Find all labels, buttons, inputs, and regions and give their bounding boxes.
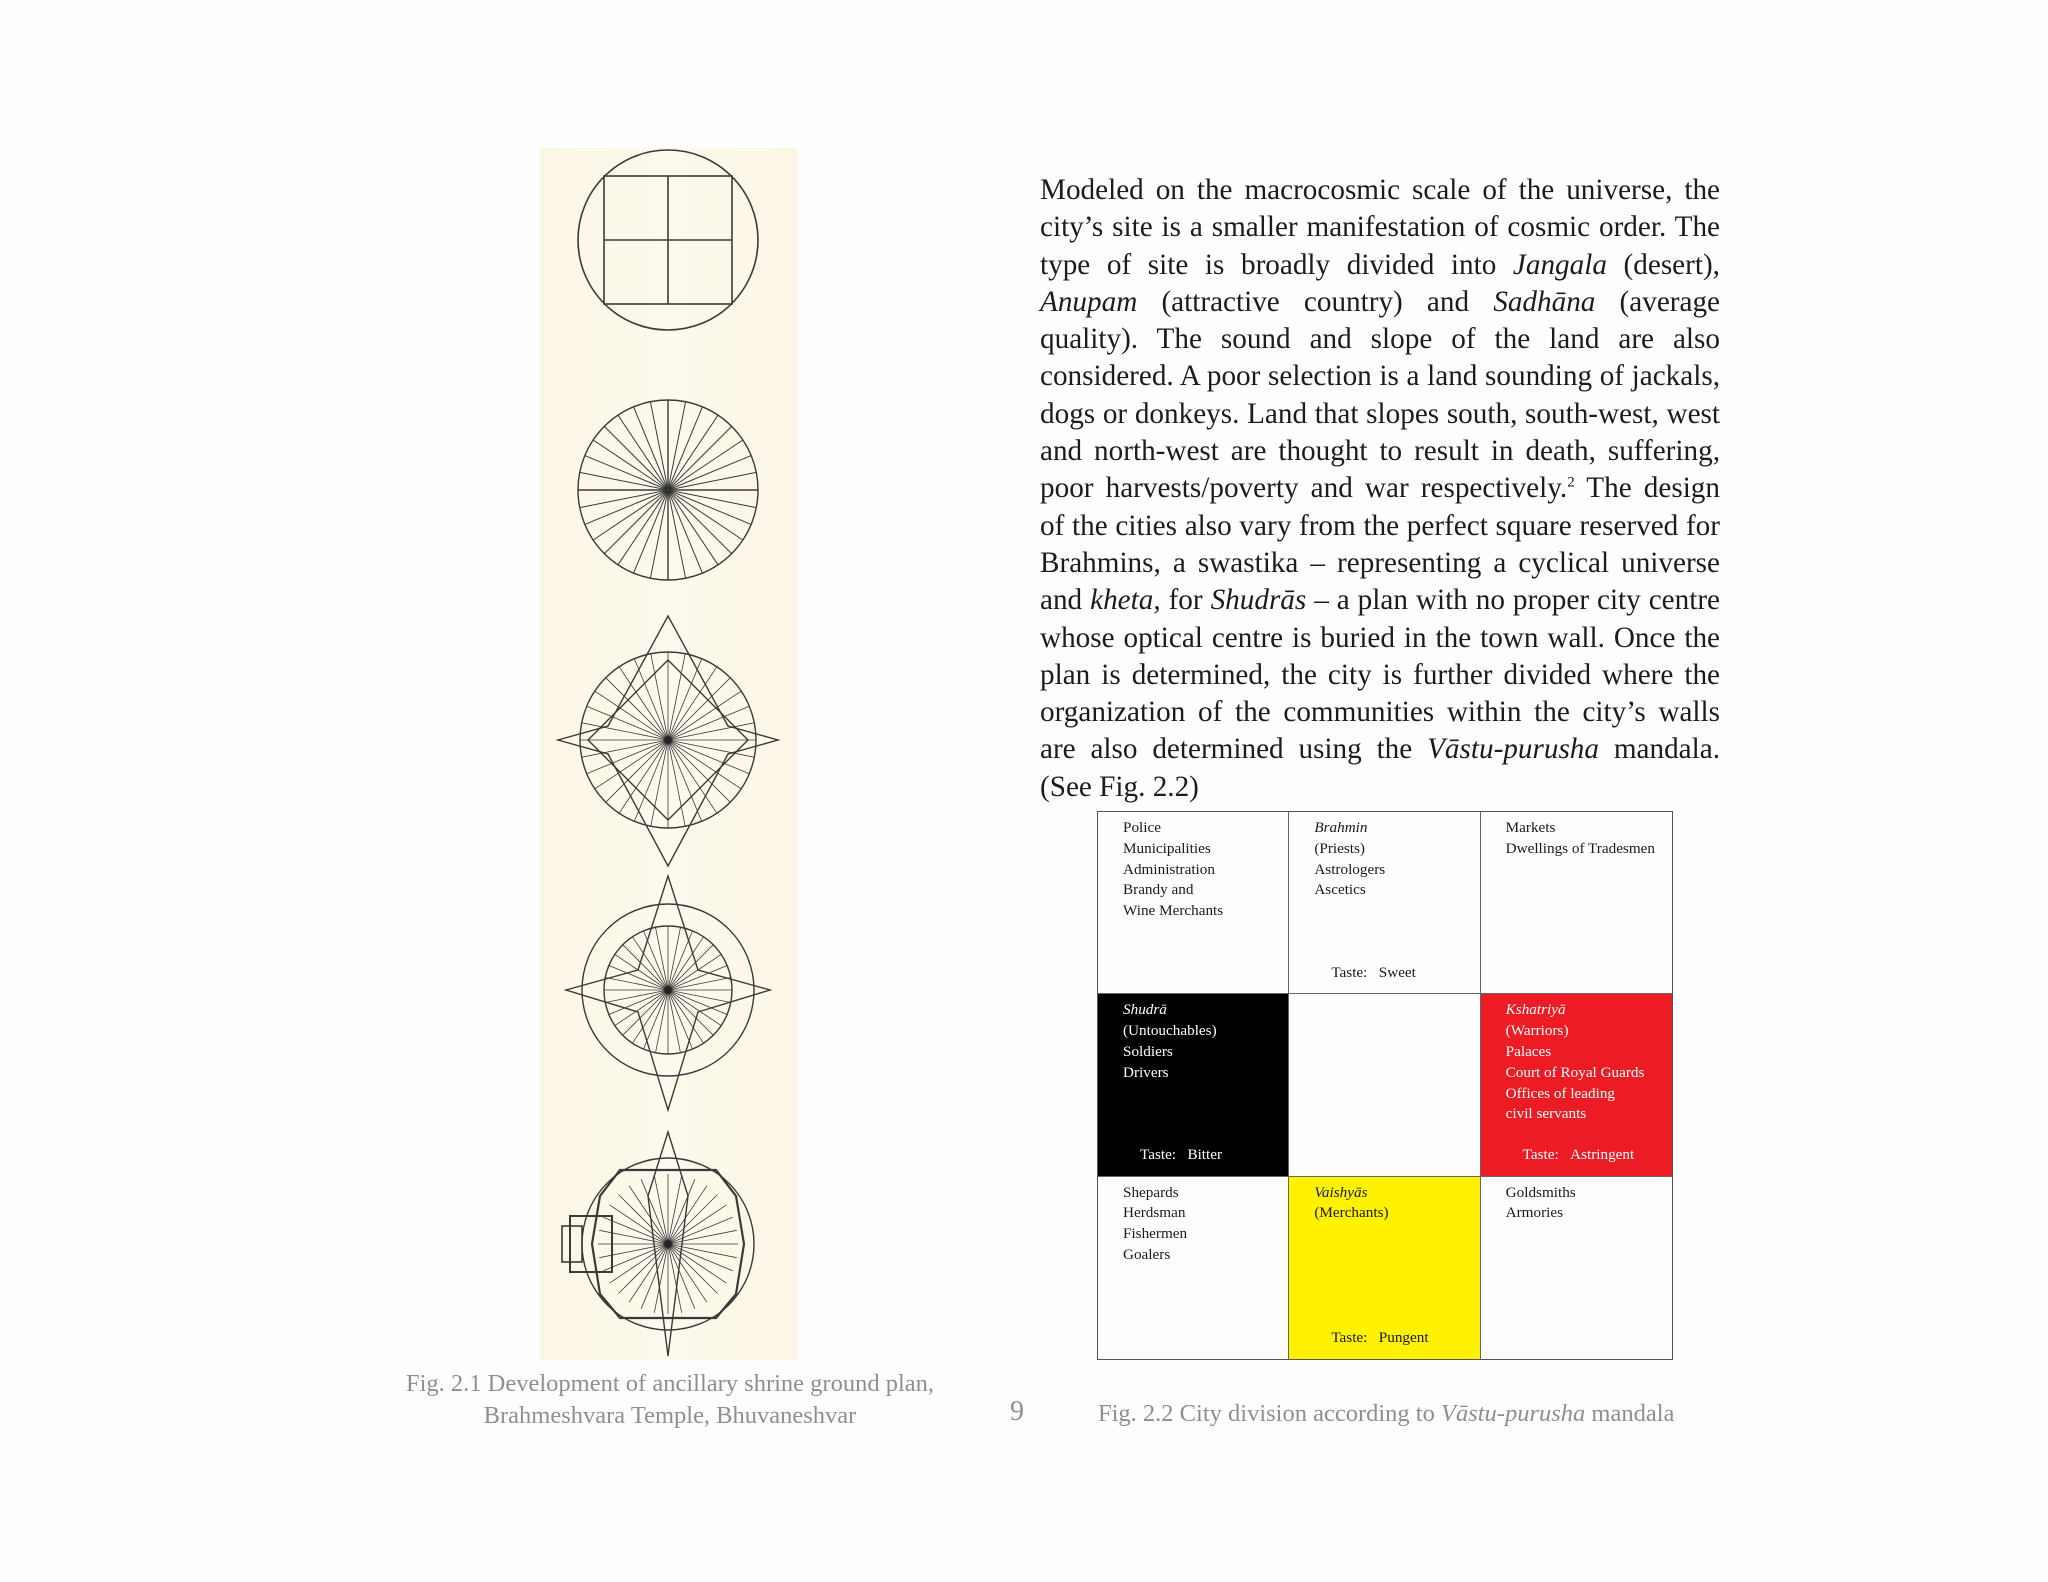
- cell-line: Drivers: [1123, 1063, 1169, 1081]
- taste-value: Astringent: [1570, 1145, 1635, 1163]
- mandala-cell-southwest: [1098, 1177, 1289, 1359]
- cell-line: Wine Merchants: [1123, 902, 1224, 920]
- fig-2-1-caption: [400, 1368, 940, 1432]
- spoke-line: [623, 990, 668, 1035]
- taste-value: Pungent: [1378, 1329, 1429, 1347]
- cell-taste: [1331, 963, 1416, 984]
- spoke-line: [668, 1244, 718, 1294]
- mandala-cell-south-vaishya: [1289, 1177, 1480, 1359]
- vastu-purusha-mandala-grid: [1097, 811, 1673, 1360]
- plan-star-diamond: [540, 608, 798, 878]
- fig-2-1-caption-line2: Brahmeshvara Temple, Bhuvaneshvar: [483, 1402, 857, 1429]
- text-run: for: [1160, 584, 1211, 617]
- cell-line: (Merchants): [1314, 1204, 1389, 1222]
- footnote-ref[interactable]: 2: [1567, 474, 1575, 491]
- fig-2-2-caption: [1098, 1400, 1674, 1428]
- term-shudras: Shudrās: [1210, 584, 1307, 617]
- cell-line: Police: [1123, 819, 1161, 836]
- term-anupam: Anupam: [1040, 285, 1138, 318]
- term-jangala: Jangala: [1512, 248, 1607, 281]
- mandala-cell-east-kshatriya: [1481, 994, 1672, 1176]
- cell-line: Municipalities: [1123, 839, 1211, 857]
- text-run: (attractive country) and: [1137, 285, 1494, 318]
- text-run: (desert),: [1606, 248, 1720, 281]
- caption-text: mandala: [1585, 1400, 1675, 1427]
- cell-line: Armories: [1505, 1204, 1564, 1222]
- fig-2-1-image-strip: [540, 148, 798, 1360]
- spoke-line: [619, 1244, 669, 1294]
- plan-temple-ground-plan: [540, 1126, 798, 1376]
- spoke-line: [668, 426, 732, 490]
- spoke-line: [604, 490, 668, 554]
- cell-line: Fishermen: [1123, 1225, 1188, 1243]
- cell-line: Offices of leading: [1505, 1084, 1616, 1102]
- taste-label: Taste:: [1331, 1329, 1368, 1347]
- cell-line: Shepards: [1123, 1183, 1179, 1201]
- term-vastu-purusha: Vāstu-purusha: [1427, 733, 1599, 766]
- taste-value: Sweet: [1378, 963, 1416, 981]
- spoke-line: [619, 1195, 669, 1245]
- spoke-line: [623, 945, 668, 990]
- cell-caste-title: Kshatriyā: [1505, 1001, 1566, 1019]
- spoke-line: [606, 678, 668, 740]
- plan-radial-circle: [540, 378, 798, 618]
- spoke-line: [668, 990, 713, 1035]
- cell-line: Herdsman: [1123, 1204, 1186, 1222]
- taste-value: Bitter: [1187, 1145, 1223, 1163]
- caption-term-vastu-purusha: Vāstu-purusha: [1441, 1400, 1586, 1427]
- text-run: (average quality). The sound and slope of the land are also considered. A poor selection is a land sounding of jackals, dogs or donkeys. Land that slopes south, south-west, west and north-west are thought to result in death, suffering, poor harvests/poverty and war respectively.: [1040, 285, 1720, 505]
- plan-star-circle: [540, 870, 798, 1130]
- cell-line: (Priests): [1314, 839, 1365, 857]
- cell-line: Dwellings of Tradesmen: [1505, 839, 1655, 857]
- spoke-line: [668, 678, 730, 740]
- spoke-line: [668, 740, 730, 802]
- mandala-cell-southeast: [1481, 1177, 1672, 1359]
- term-kheta: kheta,: [1090, 584, 1161, 617]
- fig-2-1-caption-line1: Fig. 2.1 Development of ancillary shrine ground plan,: [406, 1370, 934, 1397]
- cell-taste: [1523, 1145, 1635, 1166]
- spoke-line: [668, 490, 732, 554]
- cell-line: Markets: [1505, 819, 1556, 836]
- cell-line: (Untouchables): [1123, 1022, 1217, 1040]
- mandala-cell-northwest: [1098, 812, 1289, 994]
- mandala-cell-center: [1289, 994, 1480, 1176]
- cell-line: Goldsmiths: [1505, 1183, 1576, 1201]
- cell-line: civil servants: [1505, 1105, 1587, 1123]
- mandala-cell-northeast: [1481, 812, 1672, 994]
- cell-taste: [1140, 1145, 1222, 1166]
- page-number: 9: [1010, 1396, 1024, 1427]
- spoke-line: [604, 426, 668, 490]
- cell-line: Ascetics: [1314, 881, 1366, 899]
- cell-caste-title: Brahmin: [1314, 819, 1368, 836]
- term-sadhana: Sadhāna: [1493, 285, 1596, 318]
- text-run: Modeled on the macrocosmic scale of the universe, the city’s site is a smaller manifestation of cosmic order. The type of site is broadly divided into: [1040, 174, 1720, 281]
- taste-label: Taste:: [1140, 1145, 1177, 1163]
- mandala-cell-north-brahmin: [1289, 812, 1480, 994]
- spoke-line: [606, 740, 668, 802]
- text-run: – a plan with no proper city centre whose optical centre is buried in the town wall. Once the plan is determined, the city is further divided where the organization of the communities within the city’s walls are also determined using the: [1040, 584, 1720, 766]
- cell-line: Astrologers: [1314, 860, 1386, 878]
- cell-taste: [1331, 1328, 1428, 1349]
- cell-line: Palaces: [1505, 1042, 1552, 1060]
- cell-line: Soldiers: [1123, 1042, 1173, 1060]
- cell-caste-title: Shudrā: [1123, 1001, 1167, 1019]
- spoke-line: [668, 945, 713, 990]
- body-paragraph: [1040, 172, 1720, 806]
- center-point: [664, 986, 672, 994]
- cell-line: Brandy and: [1123, 881, 1194, 899]
- cell-caste-title: Vaishyās: [1314, 1183, 1368, 1201]
- mandala-cell-west-shudra: [1098, 994, 1289, 1176]
- center-point: [664, 736, 672, 744]
- taste-label: Taste:: [1522, 1145, 1559, 1163]
- caption-text: Fig. 2.2 City division according to: [1098, 1400, 1441, 1427]
- plan-square-in-circle: [540, 148, 798, 368]
- cell-line: Administration: [1123, 860, 1215, 878]
- center-point: [664, 1240, 672, 1248]
- text-run: The design of the cities also vary from the perfect square reserved for Brahmins, a swastika – representing a cyclical universe and: [1040, 472, 1720, 617]
- cell-line: (Warriors): [1505, 1022, 1569, 1040]
- spoke-line: [668, 1195, 718, 1245]
- taste-label: Taste:: [1331, 963, 1368, 981]
- cell-line: Goalers: [1123, 1246, 1171, 1264]
- text-run: mandala. (See Fig. 2.2): [1040, 733, 1720, 803]
- cell-line: Court of Royal Guards: [1505, 1063, 1645, 1081]
